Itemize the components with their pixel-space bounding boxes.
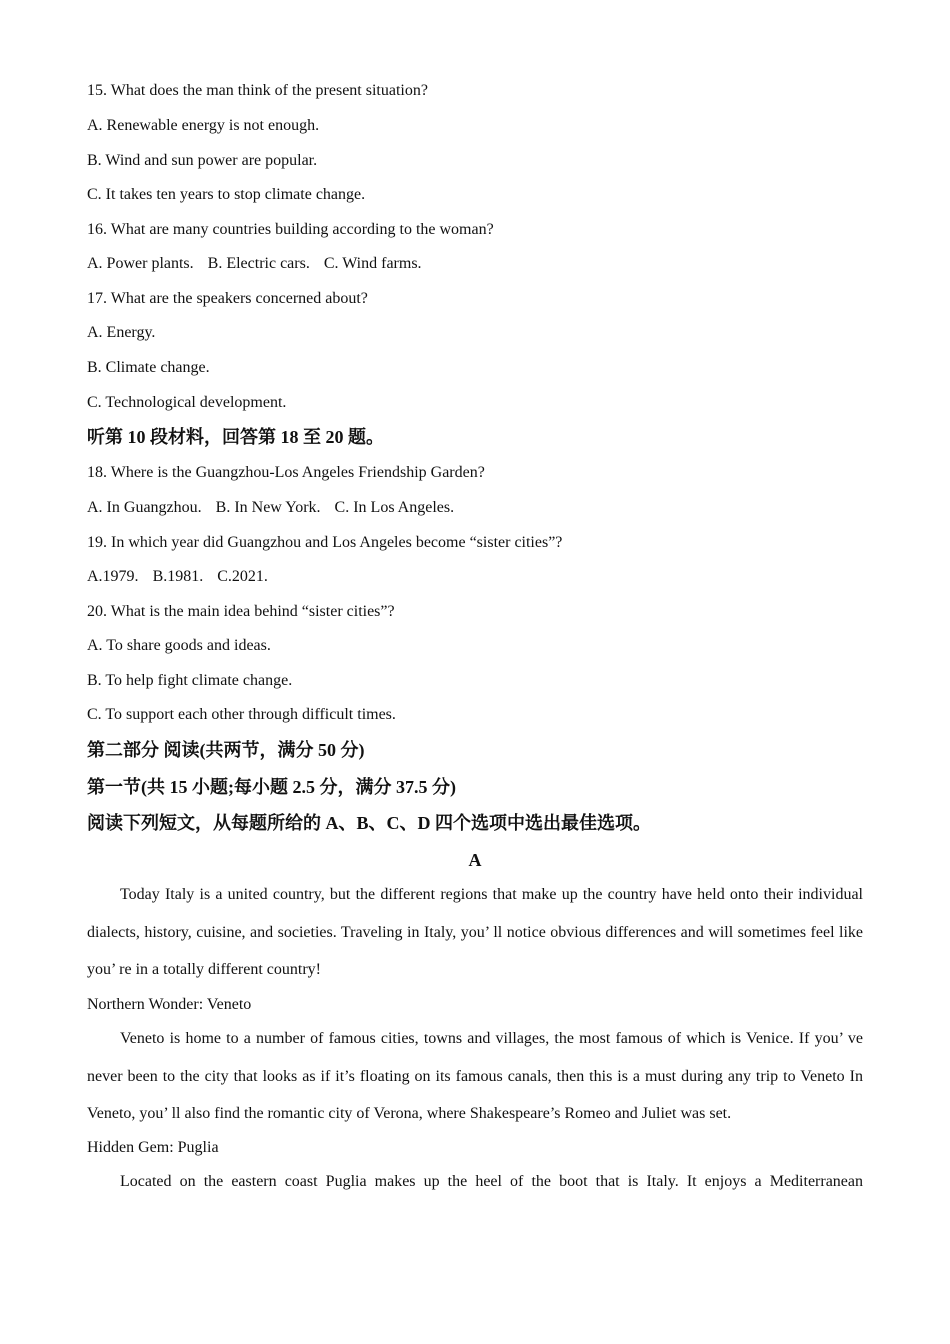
q18-options	[87, 498, 454, 518]
q18-option-c: C. In Los Angeles.	[334, 499, 455, 516]
q20-question: 20. What is the main idea behind “sister cities”?	[87, 603, 395, 620]
q16-question: 16. What are many countries building according to the woman?	[87, 221, 494, 238]
q20-option-b: B. To help fight climate change.	[87, 672, 293, 689]
q16-option-a: A. Power plants.	[87, 255, 194, 272]
veneto-title: Northern Wonder: Veneto	[87, 996, 252, 1013]
puglia-text: Located on the eastern coast Puglia makes up the heel of the boot that is Italy. It enjoys a Mediterranean	[120, 1173, 863, 1190]
q19-option-c: C.2021.	[217, 568, 268, 585]
q19-question: 19. In which year did Guangzhou and Los Angeles become “sister cities”?	[87, 534, 563, 551]
section10-heading: 听第 10 段材料，回答第 18 至 20 题。	[87, 427, 384, 447]
q19-option-a: A.1979.	[87, 568, 139, 585]
reading-part-heading: 第二部分 阅读(共两节，满分 50 分)	[87, 740, 365, 760]
passage-intro: Today Italy is a united country, but the different regions that make up the country have held onto their individual dialects, history, cuisine, and societies. Traveling in Italy, you’ ll notice obvious differences and will sometimes feel like you’ re in a totally different country!	[87, 886, 863, 978]
q17-option-b: B. Climate change.	[87, 359, 210, 376]
passage-label: A	[468, 850, 482, 870]
q19-options	[87, 567, 268, 587]
q17-question: 17. What are the speakers concerned about?	[87, 290, 368, 307]
q17-option-a: A. Energy.	[87, 324, 156, 341]
puglia-title: Hidden Gem: Puglia	[87, 1139, 219, 1156]
q15-option-b: B. Wind and sun power are popular.	[87, 152, 318, 169]
q18-option-b: B. In New York.	[215, 499, 321, 516]
reading-instruction: 阅读下列短文，从每题所给的 A、B、C、D 四个选项中选出最佳选项。	[87, 813, 651, 833]
veneto-text: Veneto is home to a number of famous cities, towns and villages, the most famous of which is Venice. If you’ ve never been to the city that looks as if it’s floating on its famous canals, then this is a must during any trip to Veneto In Veneto, you’ ll also find the romantic city of Verona, where Shakespeare’s Romeo and Juliet was set.	[87, 1030, 863, 1122]
q18-option-a: A. In Guangzhou.	[87, 499, 202, 516]
q15-option-c: C. It takes ten years to stop climate change.	[87, 186, 366, 203]
q15-question: 15. What does the man think of the present situation?	[87, 82, 428, 99]
q17-option-c: C. Technological development.	[87, 394, 287, 411]
q16-options	[87, 254, 422, 274]
q18-question: 18. Where is the Guangzhou-Los Angeles Friendship Garden?	[87, 464, 485, 481]
q19-option-b: B.1981.	[152, 568, 204, 585]
q20-option-c: C. To support each other through difficult times.	[87, 706, 396, 723]
q16-option-b: B. Electric cars.	[207, 255, 310, 272]
reading-section-heading: 第一节(共 15 小题;每小题 2.5 分，满分 37.5 分)	[87, 777, 456, 797]
q16-option-c: C. Wind farms.	[323, 255, 422, 272]
q15-option-a: A. Renewable energy is not enough.	[87, 117, 320, 134]
q20-option-a: A. To share goods and ideas.	[87, 637, 271, 654]
